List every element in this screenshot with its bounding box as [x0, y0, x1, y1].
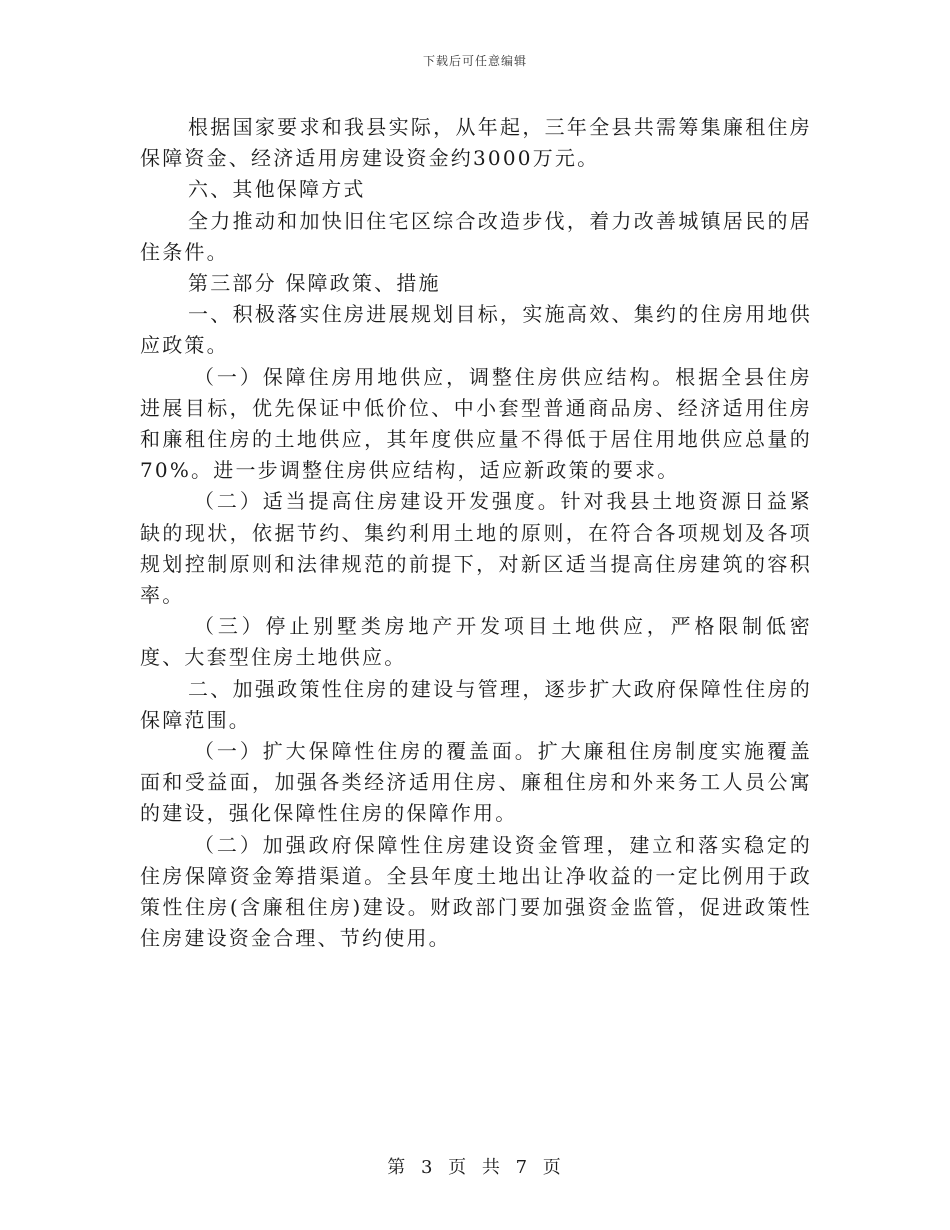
- paragraph-fund-management: （二）加强政府保障性住房建设资金管理，建立和落实稳定的住房保障资金筹措渠道。全县年度土地出让净收益的一定比例用于政策性住房(含廉租住房)建设。财政部门要加强资金监管，促进政策性住房建设资金合理、节约使用。: [140, 832, 812, 951]
- paragraph-development-intensity: （二）适当提高住房建设开发强度。针对我县土地资源日益紧缺的现状，依据节约、集约利用土地的原则，在符合各项规划及各项规划控制原则和法律规范的前提下，对新区适当提高住房建筑的容积率。: [140, 489, 812, 608]
- document-body: [140, 112, 812, 954]
- heading-part-three: 第三部分 保障政策、措施: [188, 271, 441, 296]
- paragraph-coverage: （一）扩大保障性住房的覆盖面。扩大廉租住房制度实施覆盖面和受益面，加强各类经济适用住房、廉租住房和外来务工人员公寓的建设，强化保障性住房的保障作用。: [140, 739, 812, 826]
- heading-other-methods: 六、其他保障方式: [188, 177, 366, 202]
- paragraph-renovation: 全力推动和加快旧住宅区综合改造步伐，着力改善城镇居民的居住条件。: [140, 208, 812, 264]
- page-header: 下载后可任意编辑: [422, 54, 527, 68]
- heading-section-two: 二、加强政策性住房的建设与管理，逐步扩大政府保障性住房的保障范围。: [140, 676, 812, 732]
- paragraph-land-supply: （一）保障住房用地供应，调整住房供应结构。根据全县住房进展目标，优先保证中低价位、中小套型普通商品房、经济适用住房和廉租住房的土地供应，其年度供应量不得低于居住用地供应总量的70%。进一步调整住房供应结构，适应新政策的要求。: [140, 364, 812, 483]
- paragraph-villa-stop: （三）停止别墅类房地产开发项目土地供应，严格限制低密度、大套型住房土地供应。: [140, 614, 812, 670]
- paragraph-funding: 根据国家要求和我县实际，从年起，三年全县共需筹集廉租住房保障资金、经济适用房建设资金约3000万元。: [140, 115, 812, 171]
- heading-section-one: 一、积极落实住房进展规划目标，实施高效、集约的住房用地供应政策。: [140, 302, 812, 358]
- page-number: 第 3 页 共 7 页: [387, 1157, 563, 1178]
